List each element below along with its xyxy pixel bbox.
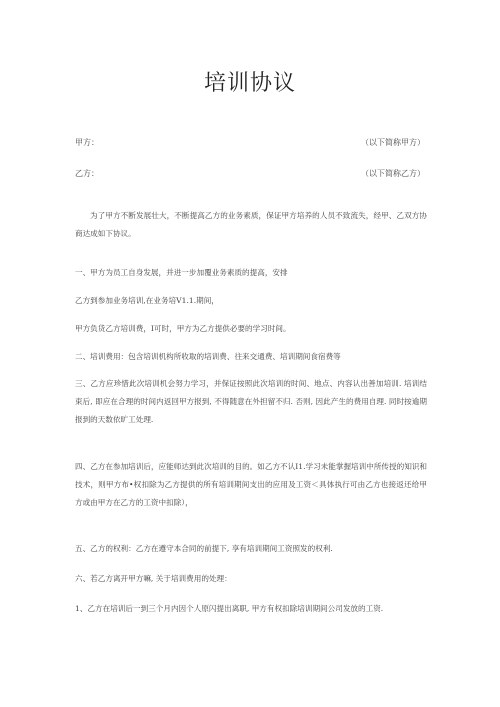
clause-6-item-1: 1、乙方在培训后一到三个月内因个人原闪提出离职, 甲方有权扣除培训期间公司发放的工资.	[75, 604, 384, 613]
party-b-row	[75, 167, 425, 181]
clause-2: 二、培训费用：包含培训机构所收取的培训费、往来交通费、培训期间食宿费等	[75, 352, 341, 361]
clause-4: 四、乙方在参加培训后，应能师达到此次培训的目的。如乙方不认I1.学习未能掌握培训中所传授的知识和技术，则甲方布•权扣除为乙方提供的所有培训期间支出的应用及工资＜具体执行可由乙方也接返还给甲方或由甲方在乙方的工资中扣除），	[75, 462, 427, 507]
party-b-note: （以下简称乙方）	[361, 169, 425, 178]
party-b-label: 乙方：	[75, 169, 99, 178]
clause-1: 一、甲方为员工自身发展，并进一步加覆业务素质的提高，安排	[75, 268, 288, 277]
clause-1-line-2: 乙方到参加业务培训,在业务培V1.1.期间，	[75, 296, 219, 305]
clause-3: 三、乙方应珍惜此次培训机会努力学习，并保证按照此次培训的时间、地点、内容认出善加培训. 培训结束后, 即应在合理的时间内返回甲方报到, 不得随意在外担留不归. 否则, 因此产生的费用自理. 同时按逾期报到的天数依旷工处理.	[75, 379, 427, 424]
clause-6: 六、若乙方离开甲方嘛, 关于培训费用的处理：	[75, 574, 232, 583]
clause-5: 五、乙方的权利：乙方在遵守本合同的前提下, 享有培训期间工资照发的权利.	[75, 544, 333, 553]
document-title: 培训协议	[203, 71, 296, 96]
intro-paragraph: 为了甲方不断发展壮大，不断提高乙方的业务素质，保证甲方培养的人员不致流失，经甲、乙双方协商达成如下协议。	[75, 211, 427, 238]
party-a-row	[75, 136, 425, 150]
party-a-note: （以下简称甲方）	[361, 138, 425, 147]
party-a-label: 甲方：	[75, 138, 99, 147]
clause-1-line-3: 甲方负货乙方培训费，I可时，甲方为乙方提供必要的学习时间。	[75, 324, 291, 333]
